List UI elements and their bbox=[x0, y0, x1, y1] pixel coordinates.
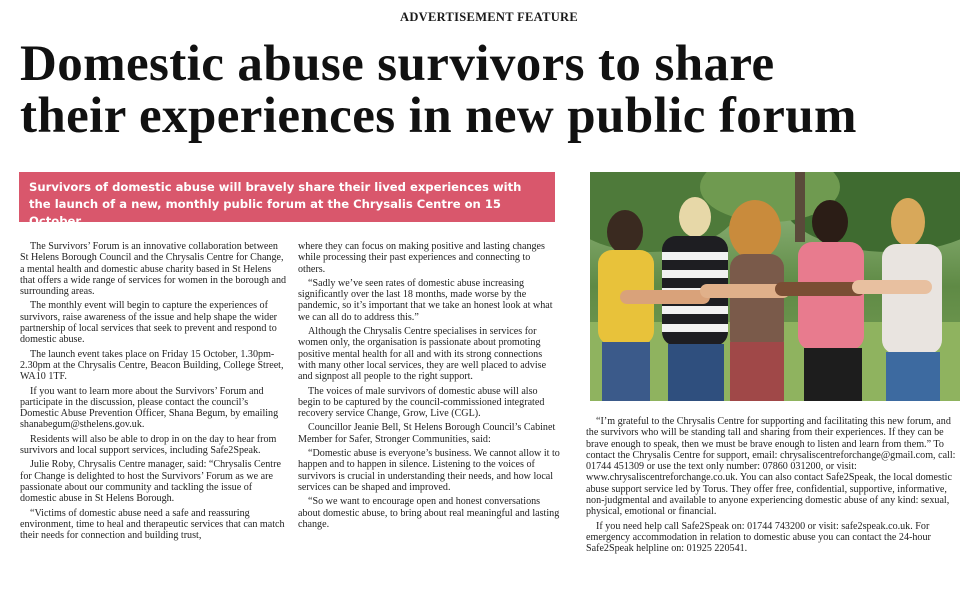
paragraph: “Domestic abuse is everyone’s business. We cannot allow it to happen and to happen in silence. Listening to the voices of survivors is crucial in understanding their needs, and how local services can be shaped and improved. bbox=[298, 448, 560, 493]
paragraph: Residents will also be able to drop in on the day to hear from survivors and local support services, including Safe2Speak. bbox=[20, 433, 277, 457]
paragraph: If you need help call Safe2Speak on: 01744 743200 or visit: safe2speak.co.uk. For emergency accommodation in relation to domestic abuse you can contact the 24-hour Safe2Speak helpline on: 01925 220541. bbox=[586, 520, 931, 555]
photo-women-embracing bbox=[590, 172, 960, 401]
paragraph: “Sadly we’ve seen rates of domestic abuse increasing significantly over the last 18 months, made worse by the pandemic, so it’s important that we take an honest look at what we can all do to address this.” bbox=[298, 277, 553, 323]
headline-line-1: Domestic abuse survivors to share bbox=[20, 36, 775, 92]
paragraph: “Victims of domestic abuse need a safe and reassuring environment, time to heal and therapeutic services that can match their needs for connection and building trust, bbox=[20, 507, 285, 542]
headline-line-2: their experiences in new public forum bbox=[20, 88, 857, 144]
paragraph: “I’m grateful to the Chrysalis Centre for supporting and facilitating this new forum, and the survivors who will be standing tall and sharing from their experiences. If they can be brave enough to speak, then we must be brave enough to listen and learn from them.” To contact the Chrysalis Centre for support, email: chrysaliscentreforchange@gmail.com, call: 01744 451309 or use the text only number: 07860 031200, or visit: www.chrysaliscentreforchange.co.uk. You can also contact Safe2Speak, the local domestic abuse support service led by Torus. They offer free, confidential, supportive, informative, non-judgmental and available to anyone experiencing domestic abuse of any kind: sexual, physical, emotional or financial. bbox=[586, 416, 956, 518]
article-column-1 bbox=[20, 241, 287, 544]
standfirst-banner: Survivors of domestic abuse will bravely share their lived experiences with the launch of a new, monthly public forum at the Chrysalis Centre on 15 October. bbox=[19, 172, 555, 222]
paragraph: Although the Chrysalis Centre specialises in services for women only, the organisation is passionate about promoting positive mental health for all and with its strong connections with many other local services, they are well placed to advise and signpost all people to the right support. bbox=[298, 326, 547, 383]
article-column-3 bbox=[586, 416, 962, 558]
headline bbox=[20, 38, 970, 142]
paragraph: The monthly event will begin to capture the experiences of survivors, raise awareness of the issue and help shape the wider partnership of local services that seek to prevent and respond to domestic abuse. bbox=[20, 300, 278, 346]
kicker-label: ADVERTISEMENT FEATURE bbox=[400, 10, 578, 24]
paragraph: “So we want to encourage open and honest conversations about domestic abuse, to bring about real meaningful and lasting change. bbox=[298, 496, 560, 530]
paragraph: The voices of male survivors of domestic abuse will also begin to be captured by the council-commissioned integrated recovery service Change, Grow, Live (CGL). bbox=[298, 385, 545, 420]
paragraph: Councillor Jeanie Bell, St Helens Borough Council’s Cabinet Member for Safer, Stronger Communities, said: bbox=[298, 422, 556, 445]
paragraph-continued: where they can focus on making positive and lasting changes while processing their past experiences and connecting to others. bbox=[298, 241, 545, 275]
article-column-2 bbox=[298, 241, 560, 533]
paragraph: The Survivors’ Forum is an innovative collaboration between St Helens Borough Council and the Chrysalis Centre for Change, a mental health and domestic abuse charity based in St Helens that offers a wide range of services for women in the borough and surrounding areas. bbox=[20, 241, 287, 298]
paragraph: Julie Roby, Chrysalis Centre manager, said: “Chrysalis Centre for Change is delighted to host the Survivors’ Forum as we are passionate about our community and tackling the issue of domestic abuse in St Helens Borough. bbox=[20, 459, 281, 505]
paragraph: If you want to learn more about the Survivors’ Forum and participate in the discussion, please contact the council’s Domestic Abuse Prevention Officer, Shana Begum, by emailing shanabegum@sthelens.gov.uk. bbox=[20, 385, 279, 431]
paragraph: The launch event takes place on Friday 15 October, 1.30pm-2.30pm at the Chrysalis Centre, Beacon Building, College Street, WA10 1TF. bbox=[20, 348, 284, 383]
